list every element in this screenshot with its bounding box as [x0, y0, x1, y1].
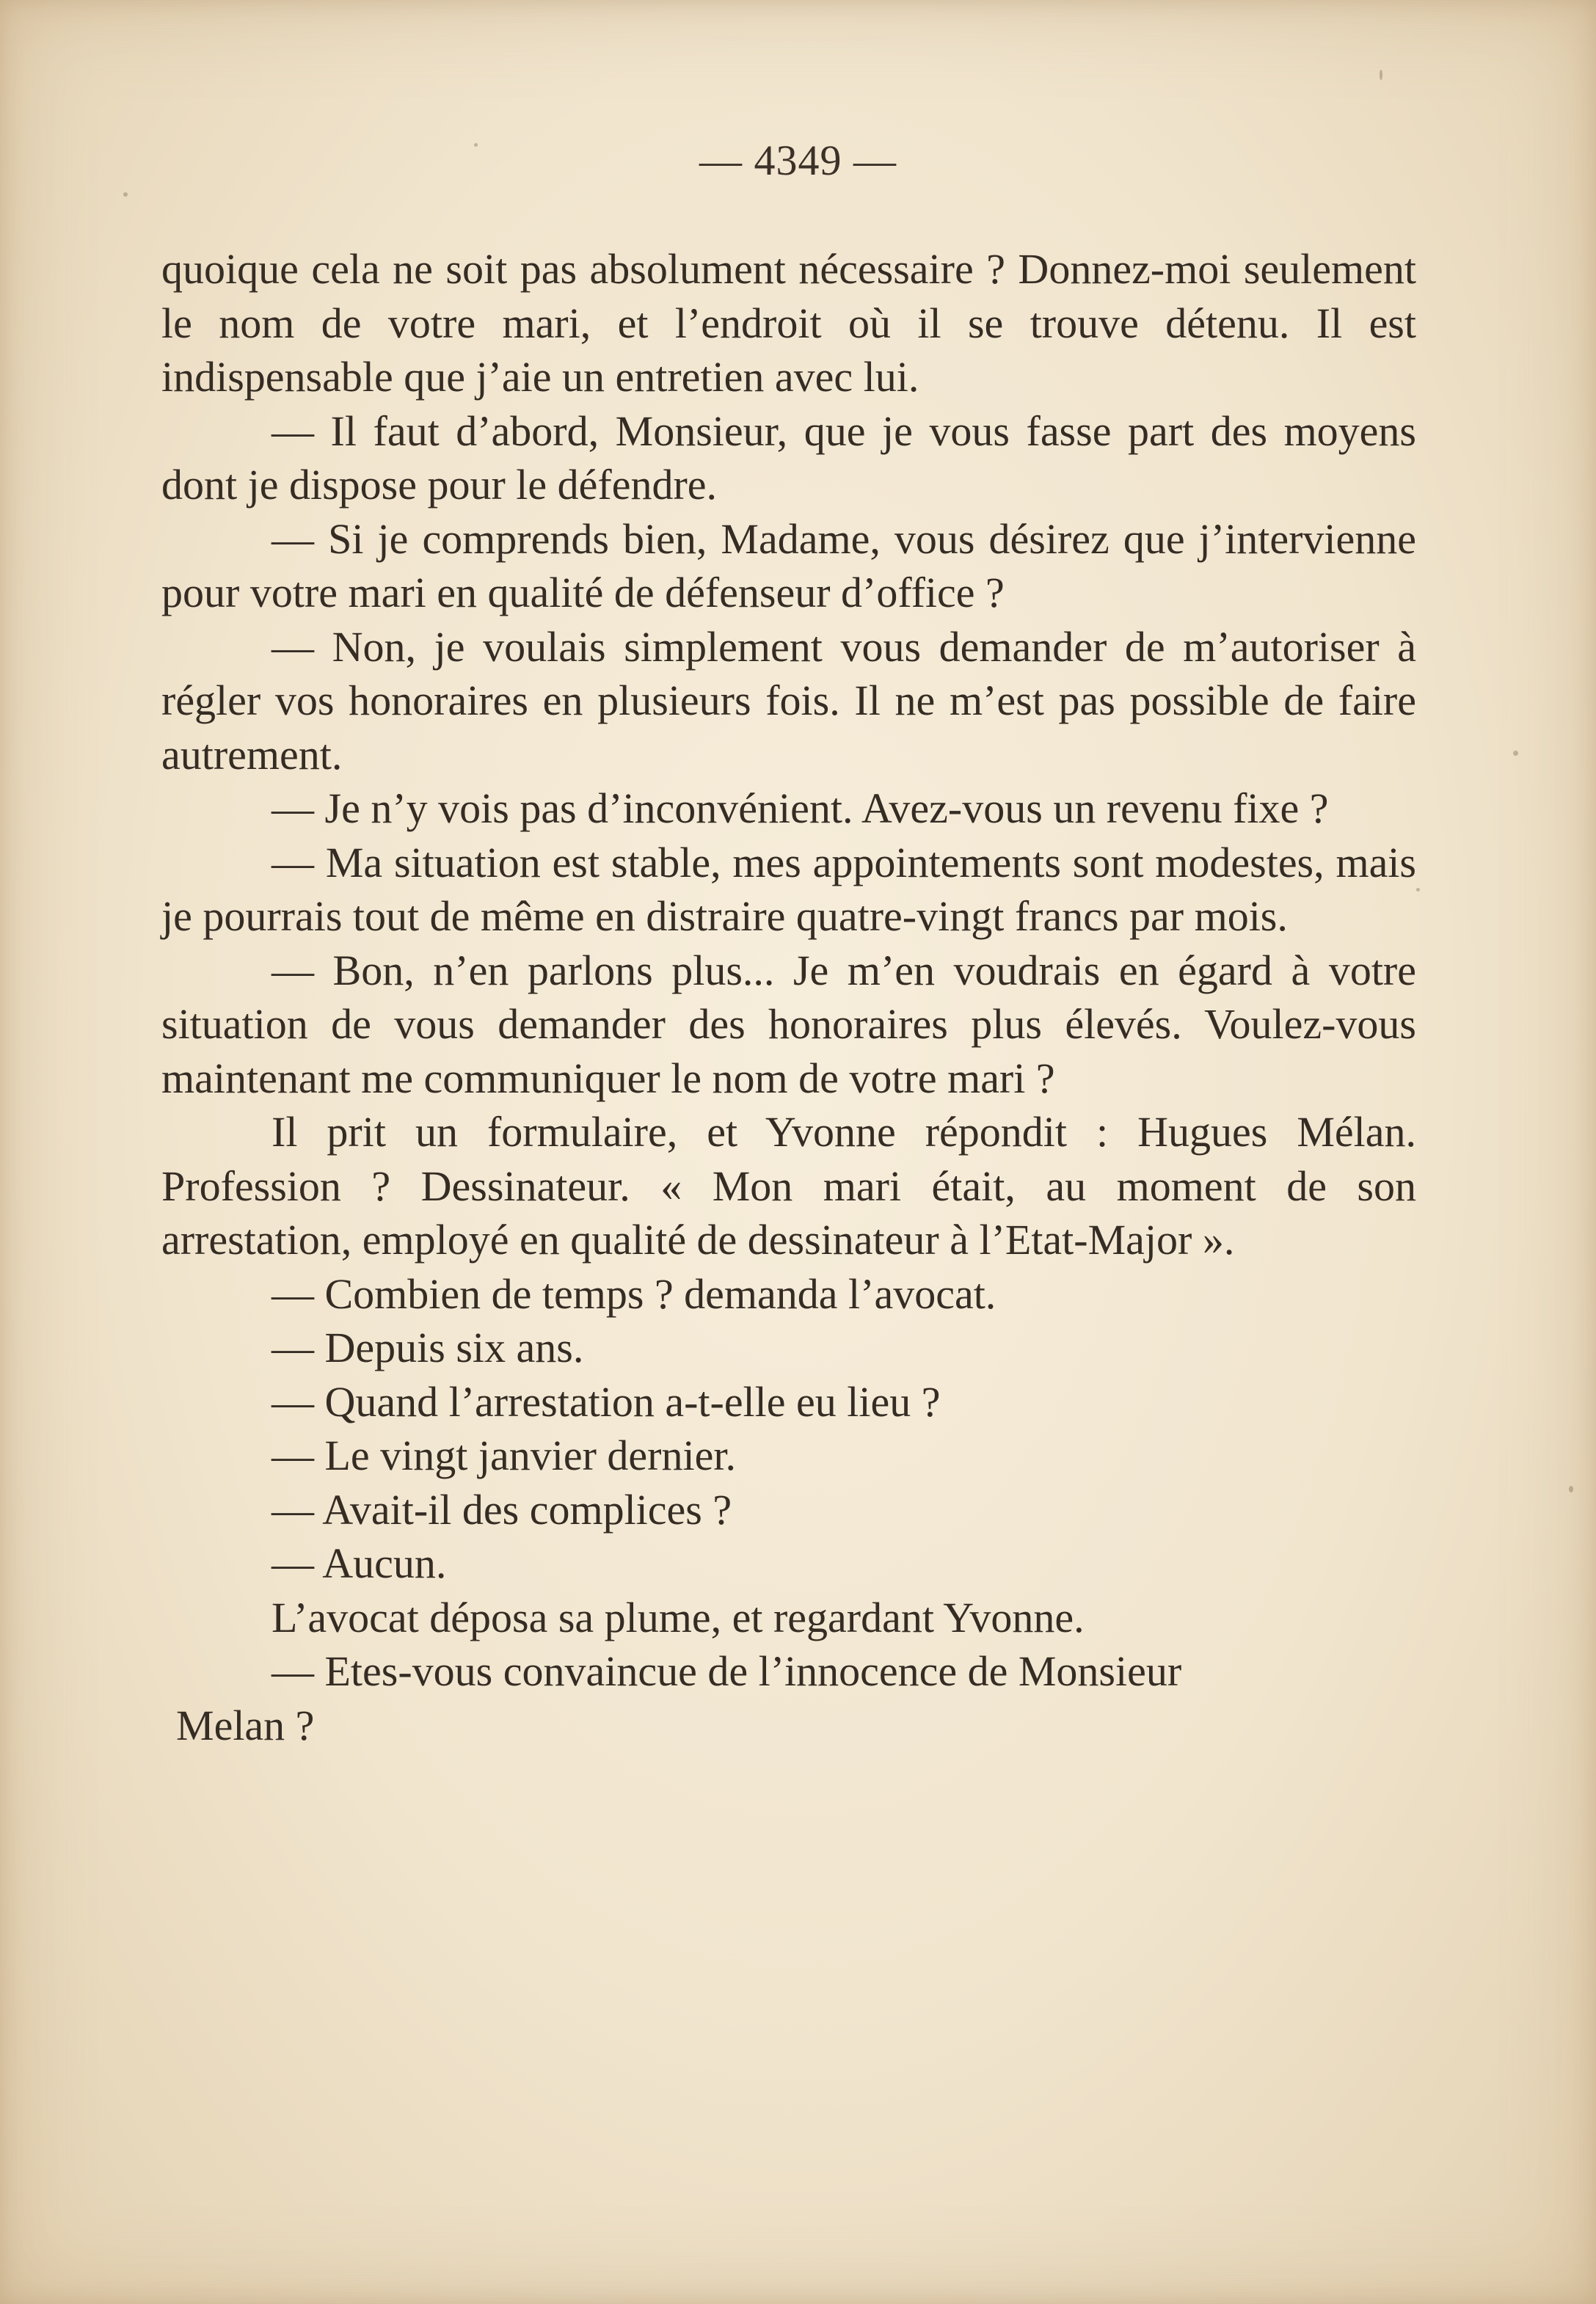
- paper-speck: [1569, 1486, 1573, 1492]
- page-number: — 4349 —: [699, 136, 897, 184]
- paragraph-dialogue: — Si je comprends bien, Madame, vous désirez que j’intervienne pour votre mari en qualité de défenseur d’office ?: [161, 514, 1416, 616]
- paragraph-dialogue: — Non, je voulais simplement vous demander de m’autoriser à régler vos honoraires en plusieurs fois. Il ne m’est pas possible de faire autrement.: [161, 622, 1416, 779]
- paragraph-dialogue: — Aucun.: [272, 1539, 447, 1587]
- paragraph-dialogue: — Etes-vous convaincue de l’innocence de Monsieur: [272, 1647, 1182, 1695]
- paragraph-continuation: quoique cela ne soit pas absolument nécessaire ? Donnez-moi seulement le nom de votre mari, et l’endroit où il se trouve détenu. Il est indispensable que j’aie un entretien avec lui.: [161, 245, 1416, 401]
- paragraph-dialogue-end: Melan ?: [176, 1701, 315, 1749]
- paragraph-dialogue: — Le vingt janvier dernier.: [272, 1432, 736, 1479]
- paragraph-dialogue: — Quand l’arrestation a-t-elle eu lieu ?: [272, 1377, 941, 1426]
- paragraph-narration: L’avocat déposa sa plume, et regardant Yvonne.: [272, 1593, 1085, 1641]
- paragraph-dialogue: — Je n’y vois pas d’inconvénient. Avez-vous un revenu fixe ?: [272, 784, 1329, 832]
- paper-speck: [474, 143, 478, 147]
- body-text: [161, 242, 1416, 1752]
- paragraph-dialogue: — Depuis six ans.: [272, 1324, 584, 1371]
- paragraph-dialogue: — Avait-il des complices ?: [272, 1485, 732, 1534]
- paper-speck: [1513, 751, 1518, 756]
- paper-speck: [1416, 888, 1420, 892]
- paragraph-dialogue: — Ma situation est stable, mes appointements sont modestes, mais je pourrais tout de même en distraire quatre-vingt francs par mois.: [161, 838, 1416, 940]
- paragraph-narration: Il prit un formulaire, et Yvonne répondit : Hugues Mélan. Profession ? Dessinateur. « Mon mari était, au moment de son arrestation, employé en qualité de dessinateur à l’Etat-Major ».: [161, 1108, 1416, 1264]
- paper-speck: [1380, 70, 1382, 80]
- paragraph-dialogue: — Bon, n’en parlons plus... Je m’en voudrais en égard à votre situation de vous demander des honoraires plus élevés. Voulez-vous maintenant me communiquer le nom de votre mari ?: [161, 946, 1416, 1102]
- paper-speck: [123, 192, 128, 197]
- paragraph-dialogue: — Combien de temps ? demanda l’avocat.: [272, 1269, 996, 1318]
- paragraph-dialogue: — Il faut d’abord, Monsieur, que je vous fasse part des moyens dont je dispose pour le défendre.: [161, 407, 1416, 508]
